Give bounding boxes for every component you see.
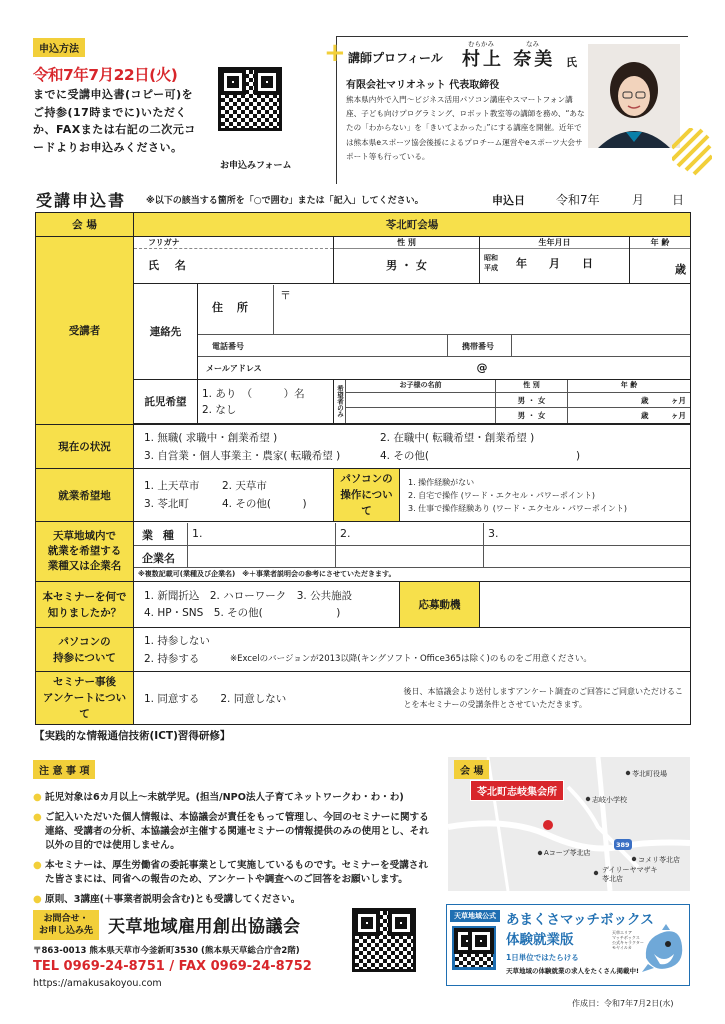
ad-sub1: 1日単位ではたらける: [506, 953, 579, 962]
ruby-first: なみ: [526, 40, 539, 48]
child1-name-field[interactable]: [346, 393, 496, 407]
applicant-label: 受講者: [36, 237, 134, 425]
dob-label: 生年月日: [480, 237, 629, 249]
apply-date-label: 申込日: [492, 194, 525, 207]
industry-field-3[interactable]: 3.: [488, 527, 499, 540]
name-suffix: 氏: [566, 56, 577, 69]
at-mark: @: [476, 360, 488, 374]
map-venue-label: 苓北町志岐集会所: [470, 780, 564, 801]
note-item: ● 本セミナーは、厚生労働省の委託事業として実施しているものです。セミナーを受講された皆さまには、同省への報告のため、アンケートや調査へのご回答をお願いします。: [33, 859, 431, 887]
email-label: メールアドレス: [206, 363, 262, 373]
map-label-daily: デイリーヤマザキ苓北店: [602, 866, 658, 883]
source-options[interactable]: [134, 582, 400, 628]
note-item: ● 原則、3講座(＋事業者説明会含む)とも受講してください。: [33, 893, 431, 907]
childcare-options[interactable]: [198, 380, 334, 424]
area-opt-1: 1. 上天草市: [144, 480, 200, 492]
notes-tag: 注 意 事 項: [33, 760, 95, 779]
stripe-deco-icon: [672, 128, 712, 178]
era-showa: 昭和: [484, 254, 498, 262]
age-cell[interactable]: [630, 237, 691, 284]
name-cell[interactable]: [134, 237, 334, 284]
industry-field-2[interactable]: 2.: [336, 523, 484, 545]
application-form: [35, 212, 691, 725]
contact-tag: お問合せ・ お申し込み先: [33, 910, 99, 940]
map-label-acoop: Aコープ苓北店: [544, 849, 591, 857]
mobile-field[interactable]: [512, 335, 690, 356]
age-unit: 歳: [675, 263, 686, 276]
ad-subtitle: 体験就業版: [506, 932, 574, 948]
pc-opt-2: 2. 自宅で操作 (ワード・エクセル・パワーポイント): [408, 490, 595, 500]
venue-label: 会 場: [36, 213, 134, 237]
mobile-label: 携帯番号: [448, 335, 512, 356]
source-opt-2: 4. HP・SNS 5. その他( ): [144, 606, 341, 619]
status-opt-4: 4. その他( ): [380, 449, 581, 462]
furigana-label: フリガナ: [148, 238, 180, 247]
apply-date-day: 日: [672, 193, 685, 207]
name-label: 氏 名: [148, 259, 192, 272]
form-note: ※以下の該当する箇所を「○で囲む」または「記入」してください。: [146, 196, 424, 206]
gender-value: 男 ・ 女: [386, 259, 427, 272]
instructor-name: 村上 奈美: [462, 49, 556, 70]
survey-label: セミナー事後 アンケートについて: [36, 672, 134, 725]
bio: 熊本県内外で入門〜ビジネス活用パソコン講座やスマートフォン講座、子ども向けプログラミング、ロボット教室等の講師を務め、“あなたの「わからない」を「きいてよかった」”にする講座を開催。近年では熊本県eスポーツ協会後援によるプロチーム運営やeスポーツ大会サポート等も行っている。: [346, 95, 585, 161]
apply-date: 令和7年7月22日(火): [33, 66, 178, 84]
industry-label: 天草地域内で 就業を希望する 業種又は企業名: [36, 522, 134, 582]
pc-opt-1: 1. 操作経験がない: [408, 477, 475, 487]
note-item: ● 託児対象は6カ月以上〜未就学児。(担当/NPO法人子育てネットワークわ・わ・わ): [33, 791, 431, 805]
bring-pc-label: パソコンの 持参について: [36, 628, 134, 672]
bring-opt-2: 2. 持参する: [144, 652, 200, 665]
map-label-school: 志岐小学校: [592, 796, 627, 804]
childcare-no: 2. なし: [202, 403, 237, 416]
age-label: 年 齢: [630, 237, 690, 249]
contact-org: 天草地域雇用創出協議会: [108, 917, 301, 937]
form-title: 受講申込書: [36, 191, 127, 210]
instructor-photo: [588, 44, 680, 148]
bring-opt-1: 1. 持参しない: [144, 634, 210, 647]
child1-age[interactable]: 歳 ヶ月: [641, 396, 686, 405]
industry-field-1[interactable]: 1.: [188, 523, 336, 545]
created-date: 作成日：令和7年7月2日(水): [572, 999, 674, 1008]
phone-label: 電話番号: [212, 341, 244, 351]
gender-cell[interactable]: [334, 237, 480, 284]
email-field[interactable]: [274, 357, 690, 379]
area-options[interactable]: [134, 469, 334, 522]
plus-icon: +: [324, 38, 346, 68]
bring-note: ※Excelのバージョンが2013以降(キングソフト・Office365は除く)のものをご用意ください。: [230, 653, 592, 664]
profile-heading: 講師プロフィール: [348, 51, 443, 65]
venue-value: 苓北町会場: [134, 213, 691, 237]
status-opt-3: 3. 自営業・個人事業主・農家( 転職希望 ): [144, 449, 341, 462]
apply-date-month: 月: [632, 193, 645, 207]
survey-options[interactable]: 1. 同意する 2. 同意しない: [134, 672, 400, 725]
apply-body: までに受講申込書(コピー可)をご持参(17時までに)いただくか、FAXまたは右記の二次元コードよりお申込みください。: [33, 88, 196, 154]
map-route-number: 389: [616, 841, 630, 849]
status-label: 現在の状況: [36, 425, 134, 469]
note-item: ● ご記入いただいた個人情報は、本協議会が責任をもって管理し、今回のセミナーに関する連絡、受講者の分析、本協議会が主催する関連セミナーの情報提供のみの使用とし、それ以外の目的では使用しません。: [33, 811, 431, 853]
applicants-only-label: 希望者のみ: [334, 380, 346, 423]
company-row-label: 企業名: [134, 546, 188, 567]
child1-gender[interactable]: 男 ・ 女: [496, 393, 568, 407]
area-opt-2: 2. 天草市: [222, 480, 267, 492]
industry-note: ※複数記載可(業種及び企業名) ※＋事業者説明会の参考にさせていただきます。: [138, 570, 396, 578]
ict-title: 【実践的な情報通信技術(ICT)習得研修】: [34, 730, 231, 742]
bring-pc-options[interactable]: [134, 628, 691, 672]
apply-date-era: 令和7年: [556, 193, 600, 207]
survey-note: 後日、本協議会より送付しますアンケート調査のご回答にご同意いただけることを本セミナーの受講条件とさせていただきます。: [400, 672, 691, 725]
map-tag: 会 場: [454, 760, 489, 779]
era-heisei: 平成: [484, 264, 498, 272]
contact-address: 〒863-0013 熊本県天草市今釜新町3530 (熊本県天草総合庁舎2階): [33, 946, 300, 956]
map-label-komeri: コメリ苓北店: [638, 856, 680, 864]
phone-field[interactable]: [274, 335, 448, 356]
dob-value: 年 月 日: [516, 257, 593, 270]
qr-caption: お申込みフォーム: [220, 161, 292, 171]
source-opt-1: 1. 新聞折込 2. ハローワーク 3. 公共施設: [144, 589, 353, 602]
status-options[interactable]: [134, 425, 691, 469]
mascot-caption: 天草エリア マッチボックス 公式キャラクター モヤイルカ: [612, 930, 644, 950]
dolphin-mascot-icon: [640, 924, 686, 976]
child2-name-field[interactable]: [346, 408, 496, 423]
dob-cell[interactable]: [480, 237, 630, 284]
area-label: 就業希望地: [36, 469, 134, 522]
contact-url[interactable]: https://amakusakoyou.com: [33, 978, 162, 989]
ad-tag: 天草地域公式: [450, 910, 500, 922]
ad-title: あまくさマッチボックス: [506, 912, 654, 928]
area-opt-4: 4. その他( ): [222, 498, 307, 510]
apply-qr-code[interactable]: [218, 67, 282, 131]
source-label: 本セミナーを何で 知りましたか？: [36, 582, 134, 628]
ad-sub2: 天草地域の体験就業の求人をたくさん掲載中!: [506, 967, 639, 975]
notes-section: [33, 760, 431, 913]
map-label-townhall: 苓北町役場: [632, 770, 667, 778]
company-field-3[interactable]: [484, 546, 690, 567]
childcare-label: 託児希望: [134, 380, 198, 424]
ruby-last: むらかみ: [468, 40, 494, 48]
address-field[interactable]: [274, 285, 690, 334]
pc-opt-3: 3. 仕事で操作経験あり (ワード・エクセル・パワーポイント): [408, 503, 627, 513]
company-field-2[interactable]: [336, 546, 484, 567]
contact-qr-code[interactable]: [352, 908, 416, 972]
apply-tag: 申込方法: [33, 38, 85, 57]
area-opt-3: 3. 苓北町: [144, 498, 189, 510]
industry-row-label: 業 種: [134, 523, 188, 545]
child-name-label: お子様の名前: [346, 380, 496, 392]
company-field-1[interactable]: [188, 546, 336, 567]
contact-label: 連絡先: [134, 284, 198, 380]
gender-label: 性 別: [334, 237, 479, 249]
status-opt-1: 1. 無職( 求職中・創業希望 ): [144, 431, 278, 444]
motive-field[interactable]: [480, 582, 691, 628]
child2-age[interactable]: 歳 ヶ月: [641, 411, 686, 420]
apply-section: [33, 38, 203, 156]
contact-tel-fax: TEL 0969-24-8751 / FAX 0969-24-8752: [33, 959, 312, 974]
child-age-label: 年 齢: [620, 381, 638, 389]
pc-skill-label: パソコンの 操作について: [334, 469, 400, 522]
ad-qr-code[interactable]: [452, 926, 496, 970]
postal-mark: 〒: [280, 288, 291, 302]
motive-label: 応募動機: [400, 582, 480, 628]
child-gender-label: 性 別: [496, 380, 568, 392]
status-opt-2: 2. 在職中( 転職希望・創業希望 ): [380, 431, 535, 444]
address-label: 住 所: [198, 285, 274, 334]
company: 有限会社マリオネット 代表取締役: [346, 80, 500, 91]
childcare-yes: 1. あり （ ）名: [202, 387, 305, 400]
pc-skill-options[interactable]: [400, 469, 691, 522]
child2-gender[interactable]: 男 ・ 女: [496, 408, 568, 423]
